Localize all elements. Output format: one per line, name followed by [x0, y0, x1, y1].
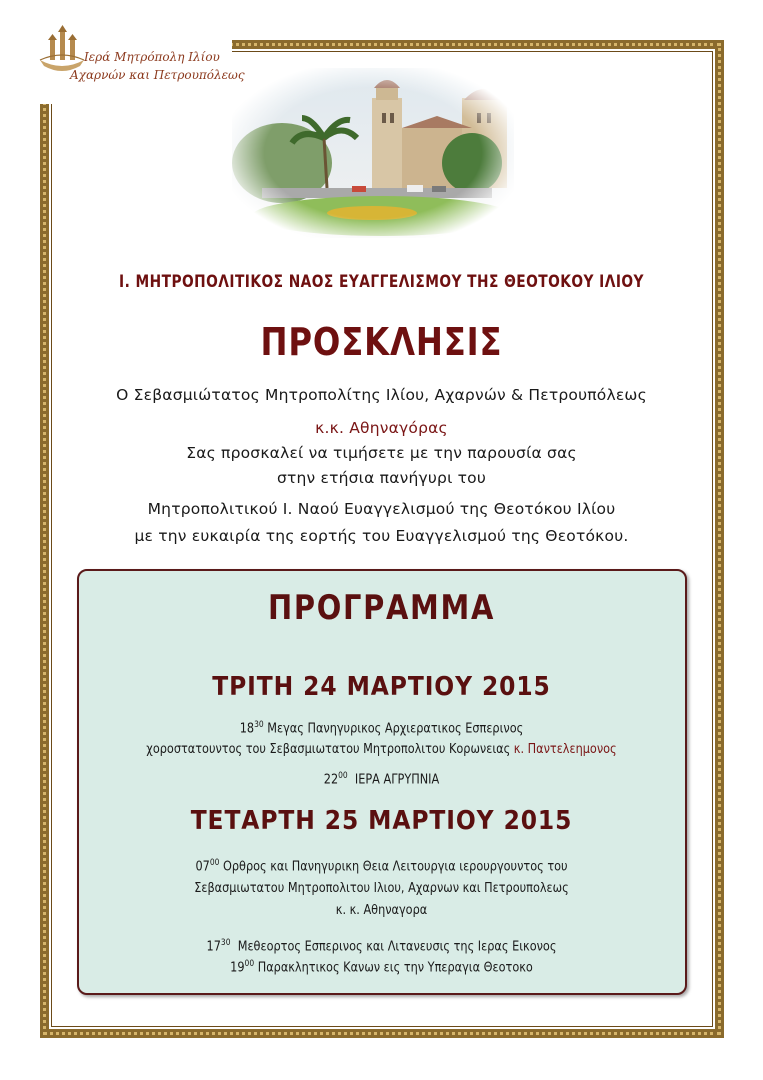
day2-event2-text: Μεθεορτος Εσπερινος και Λιτανευσις της Ιερας Εικονος [237, 938, 557, 955]
day1-event1 [27, 720, 737, 737]
logo-line1: Ιερά Μητρόπολη Ιλίου [84, 50, 220, 64]
day2-event1-name: κ. κ. Αθηναγορα [335, 902, 428, 918]
day1-event2-min: 00 [338, 771, 348, 781]
day1-heading: ΤΡΙΤΗ 24 ΜΑΡΤΙΟΥ 2015 [212, 672, 551, 702]
day2-event3-min: 00 [244, 959, 255, 969]
day2-event2 [27, 938, 737, 955]
invitation-name: κ.κ. Αθηναγόρας [315, 419, 448, 437]
day2-heading: ΤΕΤΑΡΤΗ 25 ΜΑΡΤΙΟΥ 2015 [190, 806, 573, 836]
day1-event2-hour: 22 [323, 771, 339, 788]
day1-event1-hour: 18 [239, 720, 255, 737]
day2-event2-min: 30 [220, 938, 231, 948]
day1-event2-text: ΙΕΡΑ ΑΓΡΥΠΝΙΑ [354, 771, 440, 788]
church-heading: Ι. ΜΗΤΡΟΠΟΛΙΤΙΚΟΣ ΝΑΟΣ ΕΥΑΓΓΕΛΙΣΜΟΥ ΤΗΣ ΘΕΟΤΟΚΟΥ ΙΛΙΟΥ [119, 272, 644, 292]
invitation-title: ΠΡΟΣΚΛΗΣΙΣ [260, 320, 503, 364]
day1-event1-name: κ. Παντελεημονος [513, 741, 617, 757]
invitation-line4: στην ετήσια πανήγυρι του [276, 469, 487, 487]
invitation-line5: Μητροπολιτικού Ι. Ναού Ευαγγελισμού της Θεοτόκου Ιλίου [147, 500, 616, 518]
program-title: ΠΡΟΓΡΑΜΜΑ [267, 588, 496, 628]
church-photo [232, 68, 514, 238]
day1-event1-min: 30 [254, 720, 264, 730]
day1-event1-line2 [27, 741, 737, 757]
day2-event1 [27, 858, 737, 875]
day2-event1-hour: 07 [195, 858, 210, 875]
day2-event3-hour: 19 [230, 959, 245, 976]
logo-line2: Αχαρνών και Πετρουπόλεως [70, 68, 245, 82]
day2-event1-text: Ορθρος και Πανηγυρικη Θεια Λειτουργια ιερουργουντος του [222, 858, 568, 875]
diocese-logo [0, 0, 245, 104]
day2-event3 [27, 959, 737, 976]
invitation-line3: Σας προσκαλεί να τιμήσετε με την παρουσία σας [186, 444, 577, 462]
day1-event1-text: Μεγας Πανηγυρικος Αρχιερατικος Εσπερινος [267, 720, 524, 737]
invitation-line1: Ο Σεβασμιώτατος Μητροπολίτης Ιλίου, Αχαρνών & Πετρουπόλεως [116, 386, 647, 404]
day1-event1-text2: χοροστατουντος του Σεβασμιωτατου Μητροπολιτου Κορωνειας [146, 741, 511, 757]
day2-event1-line2: Σεβασμιωτατου Μητροπολιτου Ιλιου, Αχαρνων και Πετρουπολεως [194, 880, 569, 896]
day2-event3-text: Παρακλητικος Κανων εις την Υπεραγια Θεοτοκο [257, 959, 533, 976]
day2-event2-hour: 17 [206, 938, 221, 955]
invitation-line6: με την ευκαιρία της εορτής του Ευαγγελισμού της Θεοτόκου. [134, 527, 629, 545]
day1-event2 [27, 771, 737, 788]
day2-event1-min: 00 [209, 858, 220, 868]
